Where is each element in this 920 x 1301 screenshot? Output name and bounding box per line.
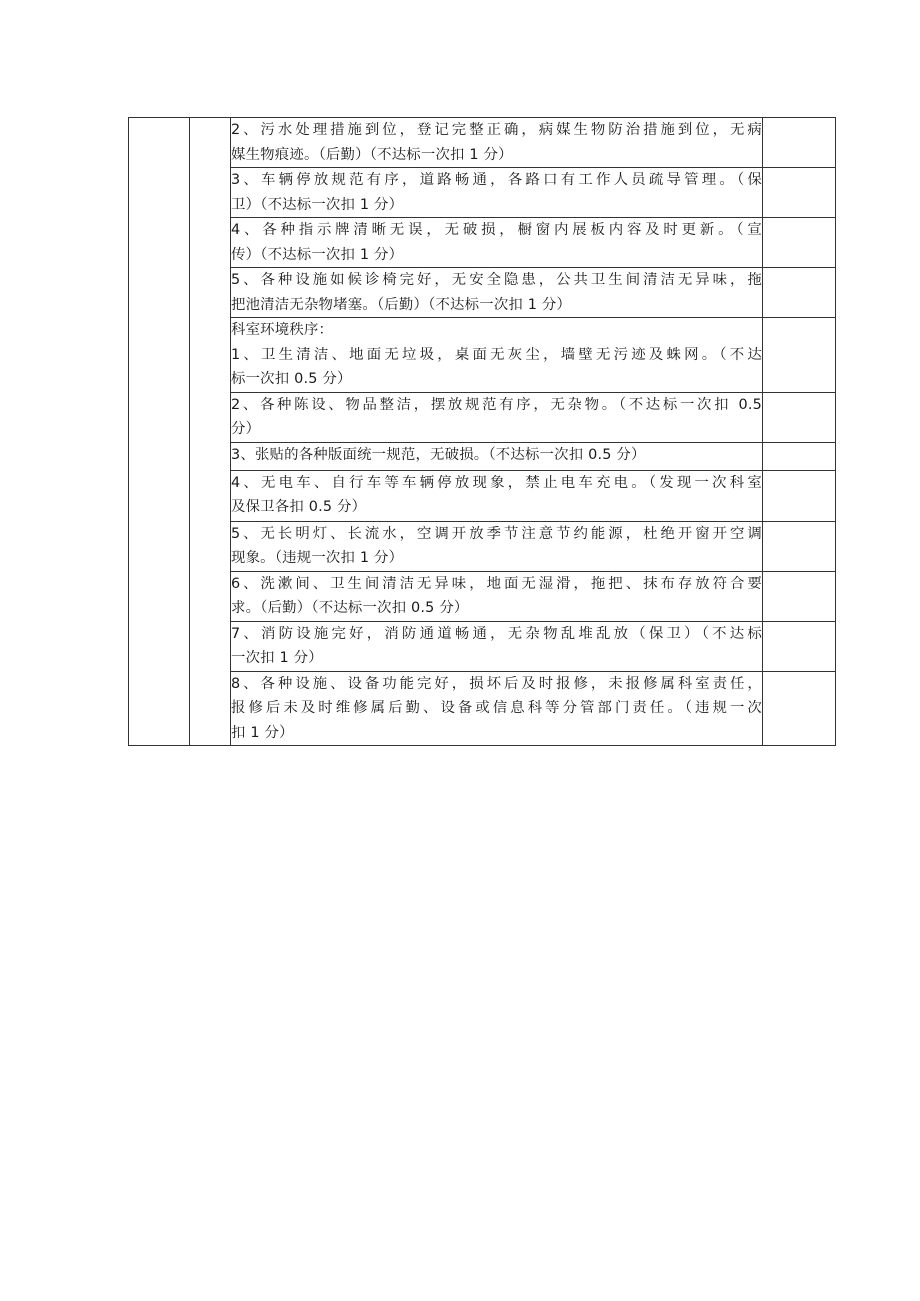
score-cell — [763, 218, 836, 268]
criteria-cell — [231, 521, 763, 571]
score-cell — [763, 268, 836, 318]
score-cell — [763, 671, 836, 746]
inspection-criteria-table — [128, 117, 836, 746]
criteria-line: 分） — [231, 421, 261, 437]
table-row — [129, 218, 836, 268]
criteria-line: 3、车辆停放规范有序，道路畅通，各路口有工作人员疏导管理。（保 — [231, 172, 762, 188]
table-row — [129, 318, 836, 393]
criteria-line: 4、各种指示牌清晰无误，无破损，橱窗内展板内容及时更新。（宣 — [231, 222, 762, 238]
criteria-cell — [231, 118, 763, 168]
score-cell — [763, 118, 836, 168]
score-cell — [763, 168, 836, 218]
score-cell — [763, 571, 836, 621]
criteria-line: 4、无电车、自行车等车辆停放现象，禁止电车充电。（发现一次科室 — [231, 474, 762, 491]
criteria-cell — [231, 671, 763, 746]
criteria-line: 卫）（不达标一次扣 1 分） — [231, 196, 404, 213]
criteria-line: 媒生物痕迹。（后勤）（不达标一次扣 1 分） — [231, 146, 513, 163]
score-cell — [763, 521, 836, 571]
subcategory-cell — [190, 118, 231, 746]
criteria-cell — [231, 218, 763, 268]
score-cell — [763, 392, 836, 442]
criteria-cell — [231, 442, 763, 470]
criteria-cell — [231, 470, 763, 521]
criteria-line: 1、卫生清洁、地面无垃圾，桌面无灰尘，墙壁无污迹及蛛网。（不达 — [231, 346, 762, 363]
score-cell — [763, 470, 836, 521]
table-row — [129, 392, 836, 442]
criteria-line: 报修后未及时维修属后勤、设备或信息科等分管部门责任。（违规一次 — [231, 700, 762, 716]
criteria-line: 求。（后勤）（不达标一次扣 0.5 分） — [231, 600, 469, 616]
criteria-cell — [231, 318, 763, 393]
table-row — [129, 470, 836, 521]
score-cell — [763, 442, 836, 470]
criteria-line: 及保卫各扣 0.5 分） — [231, 499, 367, 515]
criteria-cell — [231, 168, 763, 218]
criteria-line: 2、各种陈设、物品整洁，摆放规范有序，无杂物。（不达标一次扣 0.5 — [231, 396, 762, 413]
criteria-line: 8、各种设施、设备功能完好，损坏后及时报修，未报修属科室责任， — [231, 675, 762, 692]
table-row — [129, 671, 836, 746]
criteria-line: 5、无长明灯、长流水，空调开放季节注意节约能源，杜绝开窗开空调 — [231, 525, 762, 542]
criteria-line: 2、污水处理措施到位，登记完整正确，病媒生物防治措施到位，无病 — [231, 122, 762, 138]
table-row — [129, 268, 836, 318]
table-row — [129, 168, 836, 218]
criteria-cell — [231, 392, 763, 442]
criteria-line: 3、张贴的各种版面统一规范，无破损。（不达标一次扣 0.5 分） — [231, 446, 646, 463]
criteria-line: 扣 1 分） — [231, 724, 294, 741]
criteria-line: 7、消防设施完好，消防通道畅通，无杂物乱堆乱放（保卫）（不达标 — [231, 625, 762, 642]
criteria-line: 把池清洁无杂物堵塞。（后勤）（不达标一次扣 1 分） — [231, 296, 572, 313]
table-row — [129, 521, 836, 571]
criteria-line: 现象。（违规一次扣 1 分） — [231, 550, 404, 566]
criteria-line: 传）（不达标一次扣 1 分） — [231, 246, 404, 263]
criteria-cell — [231, 571, 763, 621]
score-cell — [763, 318, 836, 393]
table-row — [129, 118, 836, 168]
score-cell — [763, 621, 836, 671]
section-heading: 科室环境秩序： — [231, 322, 334, 338]
criteria-line: 6、洗漱间、卫生间清洁无异味，地面无湿滑，拖把、抹布存放符合要 — [231, 575, 762, 592]
category-cell — [129, 118, 190, 746]
criteria-line: 一次扣 1 分） — [231, 650, 323, 666]
criteria-cell — [231, 268, 763, 318]
criteria-line: 5、各种设施如候诊椅完好，无安全隐患，公共卫生间清洁无异味，拖 — [231, 272, 762, 288]
table-row — [129, 621, 836, 671]
criteria-line: 标一次扣 0.5 分） — [231, 371, 352, 387]
table-row — [129, 571, 836, 621]
table-body — [129, 118, 836, 746]
criteria-cell — [231, 621, 763, 671]
table-row — [129, 442, 836, 470]
